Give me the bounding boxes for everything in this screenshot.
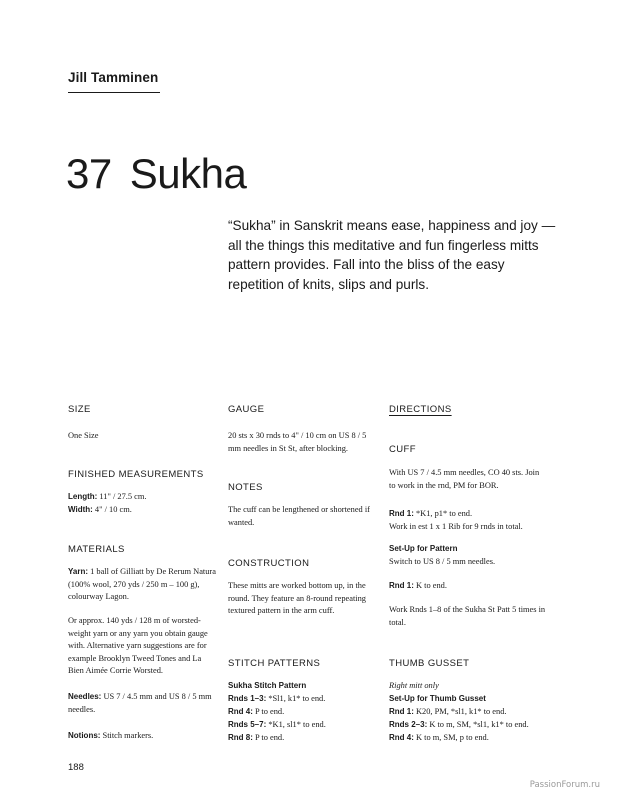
gauge-text: 20 sts x 30 rnds to 4" / 10 cm on US 8 / 5 mm needles in St St, after blocking.	[228, 431, 367, 453]
cuff-rnd-1	[389, 508, 547, 521]
notions-label: Notions:	[68, 731, 101, 740]
row-label: Rnd 1:	[389, 707, 414, 716]
stitch-pattern-subheading: Sukha Stitch Pattern	[228, 681, 307, 690]
pattern-title	[66, 150, 246, 198]
finished-heading: FINISHED MEASUREMENTS	[68, 469, 204, 480]
row-text: K20, PM, *sl1, k1* to end.	[415, 707, 507, 716]
row-label: Rnd 4:	[389, 733, 414, 742]
thumb-row	[389, 706, 549, 719]
thumb-row	[389, 719, 549, 732]
row-text: P to end.	[254, 733, 285, 742]
stitch-pattern-row	[228, 706, 380, 719]
materials-heading: MATERIALS	[68, 544, 125, 555]
row-label: Rnd 8:	[228, 733, 253, 742]
thumb-row	[389, 732, 549, 745]
rnd-label: Rnd 1:	[389, 581, 414, 590]
row-text: K to m, SM, p to end.	[415, 733, 489, 742]
row-text: K to m, SM, *sl1, k1* to end.	[429, 720, 529, 729]
row-label: Rnds 2–3:	[389, 720, 428, 729]
author-underline	[68, 92, 160, 93]
size-value: One Size	[68, 431, 99, 440]
row-label: Rnds 5–7:	[228, 720, 267, 729]
notes-heading: NOTES	[228, 482, 263, 493]
row-label: Rnds 1–3:	[228, 694, 267, 703]
length-value: 11" / 27.5 cm.	[99, 492, 147, 501]
size-heading: SIZE	[68, 404, 91, 415]
stitch-pattern-row	[228, 693, 380, 706]
rnd-label: Rnd 1:	[389, 509, 414, 518]
work-text: Work Rnds 1–8 of the Sukha St Patt 5 times in total.	[389, 605, 546, 627]
setup-rnd-1	[389, 580, 547, 593]
watermark: PassionForum.ru	[529, 780, 600, 790]
notions-text: Stitch markers.	[102, 731, 154, 740]
width-value: 4" / 10 cm.	[94, 505, 132, 514]
rnd-text: K to end.	[415, 581, 447, 590]
thumb-gusset-heading: THUMB GUSSET	[389, 658, 470, 669]
row-label: Rnd 4:	[228, 707, 253, 716]
materials-alternative: Or approx. 140 yds / 128 m of worsted-weight yarn or any yarn you obtain gauge with. Alternative yarn suggestions are for example Brooklyn Tweed Tones and La Bien Aimée Corrie Worsted.	[68, 616, 208, 676]
cuff-rib: Work in est 1 x 1 Rib for 9 rnds in total.	[389, 522, 523, 531]
stitch-patterns-heading: STITCH PATTERNS	[228, 658, 321, 669]
finished-width	[68, 504, 218, 517]
thumb-setup-heading: Set-Up for Thumb Gusset	[389, 694, 486, 703]
right-mitt-only: Right mitt only	[389, 681, 439, 690]
needles-text: US 7 / 4.5 mm and US 8 / 5 mm needles.	[68, 692, 212, 714]
page-number: 188	[68, 762, 84, 773]
setup-text: Switch to US 8 / 5 mm needles.	[389, 557, 496, 566]
finished-length	[68, 491, 218, 504]
stitch-pattern-row	[228, 719, 380, 732]
materials-yarn	[68, 566, 218, 604]
materials-needles	[68, 691, 218, 716]
directions-heading: DIRECTIONS	[389, 404, 452, 415]
yarn-text: 1 ball of Gilliatt by De Rerum Natura (100% wool, 270 yds / 250 m – 100 g), colourway Lagon.	[68, 567, 216, 602]
row-text: *Sl1, k1* to end.	[268, 694, 326, 703]
row-text: *K1, sl1* to end.	[268, 720, 326, 729]
pattern-number: 37	[66, 150, 112, 197]
yarn-label: Yarn:	[68, 567, 89, 576]
gauge-heading: GAUGE	[228, 404, 265, 415]
length-label: Length:	[68, 492, 98, 501]
row-text: P to end.	[254, 707, 285, 716]
setup-heading: Set-Up for Pattern	[389, 544, 458, 553]
construction-text: These mitts are worked bottom up, in the round. They feature an 8-round repeating textured pattern in the arm cuff.	[228, 581, 366, 616]
author-name: Jill Tamminen	[68, 70, 159, 85]
cuff-heading: CUFF	[389, 444, 416, 455]
intro-paragraph: “Sukha” in Sanskrit means ease, happiness and joy — all the things this meditative and fun fingerless mitts pattern provides. Fall into the bliss of the easy repetition of knits, slips and purls.	[228, 218, 556, 292]
materials-notions	[68, 730, 218, 743]
width-label: Width:	[68, 505, 93, 514]
pattern-name: Sukha	[129, 150, 247, 197]
notes-text: The cuff can be lengthened or shortened if wanted.	[228, 505, 370, 527]
construction-heading: CONSTRUCTION	[228, 558, 310, 569]
stitch-pattern-row	[228, 732, 380, 745]
rnd-text: *K1, p1* to end.	[415, 509, 473, 518]
needles-label: Needles:	[68, 692, 102, 701]
cuff-intro: With US 7 / 4.5 mm needles, CO 40 sts. Join to work in the rnd, PM for BOR.	[389, 468, 540, 490]
